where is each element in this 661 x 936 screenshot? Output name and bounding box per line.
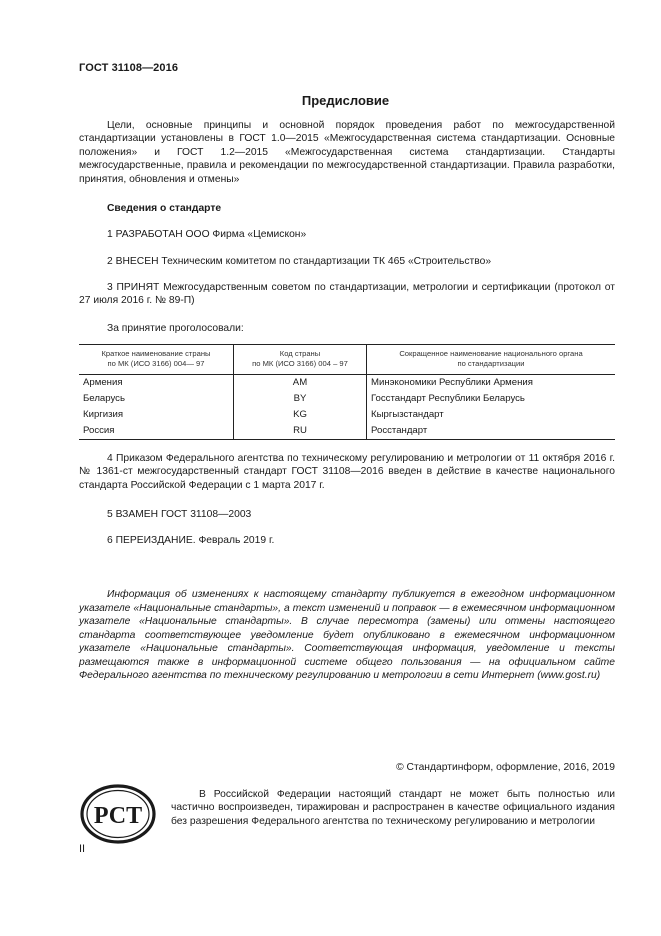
item-developed: 1 РАЗРАБОТАН ООО Фирма «Цемискон» xyxy=(107,229,307,240)
item-order-block xyxy=(79,452,615,492)
rst-logo-text: РСТ xyxy=(93,803,143,829)
cell-country: Россия xyxy=(79,423,234,440)
info-note-block xyxy=(79,588,615,683)
header-national-body-line2: по стандартизации xyxy=(457,359,525,368)
page-title xyxy=(0,93,661,108)
item-reissue: 6 ПЕРЕИЗДАНИЕ. Февраль 2019 г. xyxy=(107,535,275,546)
item-introduced: 2 ВНЕСЕН Техническим комитетом по стандартизации ТК 465 «Строительство» xyxy=(107,256,492,267)
document-code-header: ГОСТ 31108—2016 xyxy=(79,62,179,74)
cell-code: AM xyxy=(234,375,367,392)
intro-paragraph: Цели, основные принципы и основной порядок проведения работ по межгосударственной стандартизации установлены в ГОСТ 1.0—2015 «Межгосударственная система стандартизации. Основные положения» и ГОСТ 1.2—2015 «Межгосударственная система стандартизации. Стандарты межгосударственные, правила и рекомендации по межгосударственной стандартизации. Правила разработки, принятия, обновления и отмены» xyxy=(79,120,615,185)
cell-code: KG xyxy=(234,407,367,423)
table-header-row xyxy=(79,345,615,375)
cell-national-body: Минэкономики Республики Армения xyxy=(367,375,616,392)
cell-code: RU xyxy=(234,423,367,440)
item-replaces: 5 ВЗАМЕН ГОСТ 31108—2003 xyxy=(107,509,252,520)
rst-logo xyxy=(79,783,157,850)
page-number: II xyxy=(79,843,86,855)
item-adopted-block xyxy=(79,281,615,308)
copyright-notice: © Стандартинформ, оформление, 2016, 2019 xyxy=(396,762,615,773)
header-national-body xyxy=(367,345,616,375)
cell-country: Армения xyxy=(83,377,123,388)
table-row xyxy=(79,375,615,392)
table-row xyxy=(79,391,615,407)
cell-national-body: Кыргызстандарт xyxy=(367,407,616,423)
voted-label: За принятие проголосовали: xyxy=(107,323,244,334)
header-country-code-line2: по МК (ИСО 3166) 004 – 97 xyxy=(252,359,348,368)
header-country-name xyxy=(79,345,234,375)
section-heading: Сведения о стандарте xyxy=(107,203,222,214)
header-country-name-line1: Краткое наименование страны xyxy=(101,349,211,358)
page-title-text: Предисловие xyxy=(301,93,390,108)
rst-logo-icon xyxy=(79,783,157,845)
header-country-code-line1: Код страны xyxy=(279,349,321,358)
cell-national-body: Росстандарт xyxy=(367,423,616,440)
cell-country: Беларусь xyxy=(83,393,125,404)
cell-country: Киргизия xyxy=(83,409,124,420)
header-country-name-line2: по МК (ИСО 3166) 004— 97 xyxy=(107,359,205,368)
rights-notice-block xyxy=(171,788,615,828)
header-country-code xyxy=(234,345,367,375)
rights-notice: В Российской Федерации настоящий стандарт не может быть полностью или частично воспроизведен, тиражирован и распространен в качестве официального издания без разрешения Федерального агентства по техническому регулированию и метрологии xyxy=(171,789,615,827)
table-row xyxy=(79,423,615,440)
item-adopted: 3 ПРИНЯТ Межгосударственным советом по стандартизации, метрологии и сертификации (протокол от 27 июля 2016 г. № 89-П) xyxy=(79,282,615,307)
header-national-body-line1: Сокращенное наименование национального органа xyxy=(399,349,583,358)
info-note: Информация об изменениях к настоящему стандарту публикуется в ежегодном информационном указателе «Национальные стандарты», а текст изменений и поправок — в ежемесячном информационном указателе «Национальные стандарты». В случае пересмотра (замены) или отмены настоящего стандарта соответствующее уведомление будет опубликовано в ежемесячном информационном указателе «Национальные стандарты». Соответствующая информация, уведомление и тексты размещаются также в информационной системе общего пользования — на официальном сайте Федерального агентства по техническому регулированию и метрологии в сети Интернет (www.gost.ru) xyxy=(79,589,615,681)
cell-code: BY xyxy=(234,391,367,407)
cell-national-body: Госстандарт Республики Беларусь xyxy=(367,391,616,407)
intro-paragraph-block xyxy=(79,119,615,186)
table-row xyxy=(79,407,615,423)
item-order: 4 Приказом Федерального агентства по техническому регулированию и метрологии от 11 октября 2016 г. № 1361-ст межгосударственный стандарт ГОСТ 31108—2016 введен в действие в качестве национального стандарта Российской Федерации с 1 марта 2017 г. xyxy=(79,453,615,491)
voting-table xyxy=(79,344,615,440)
